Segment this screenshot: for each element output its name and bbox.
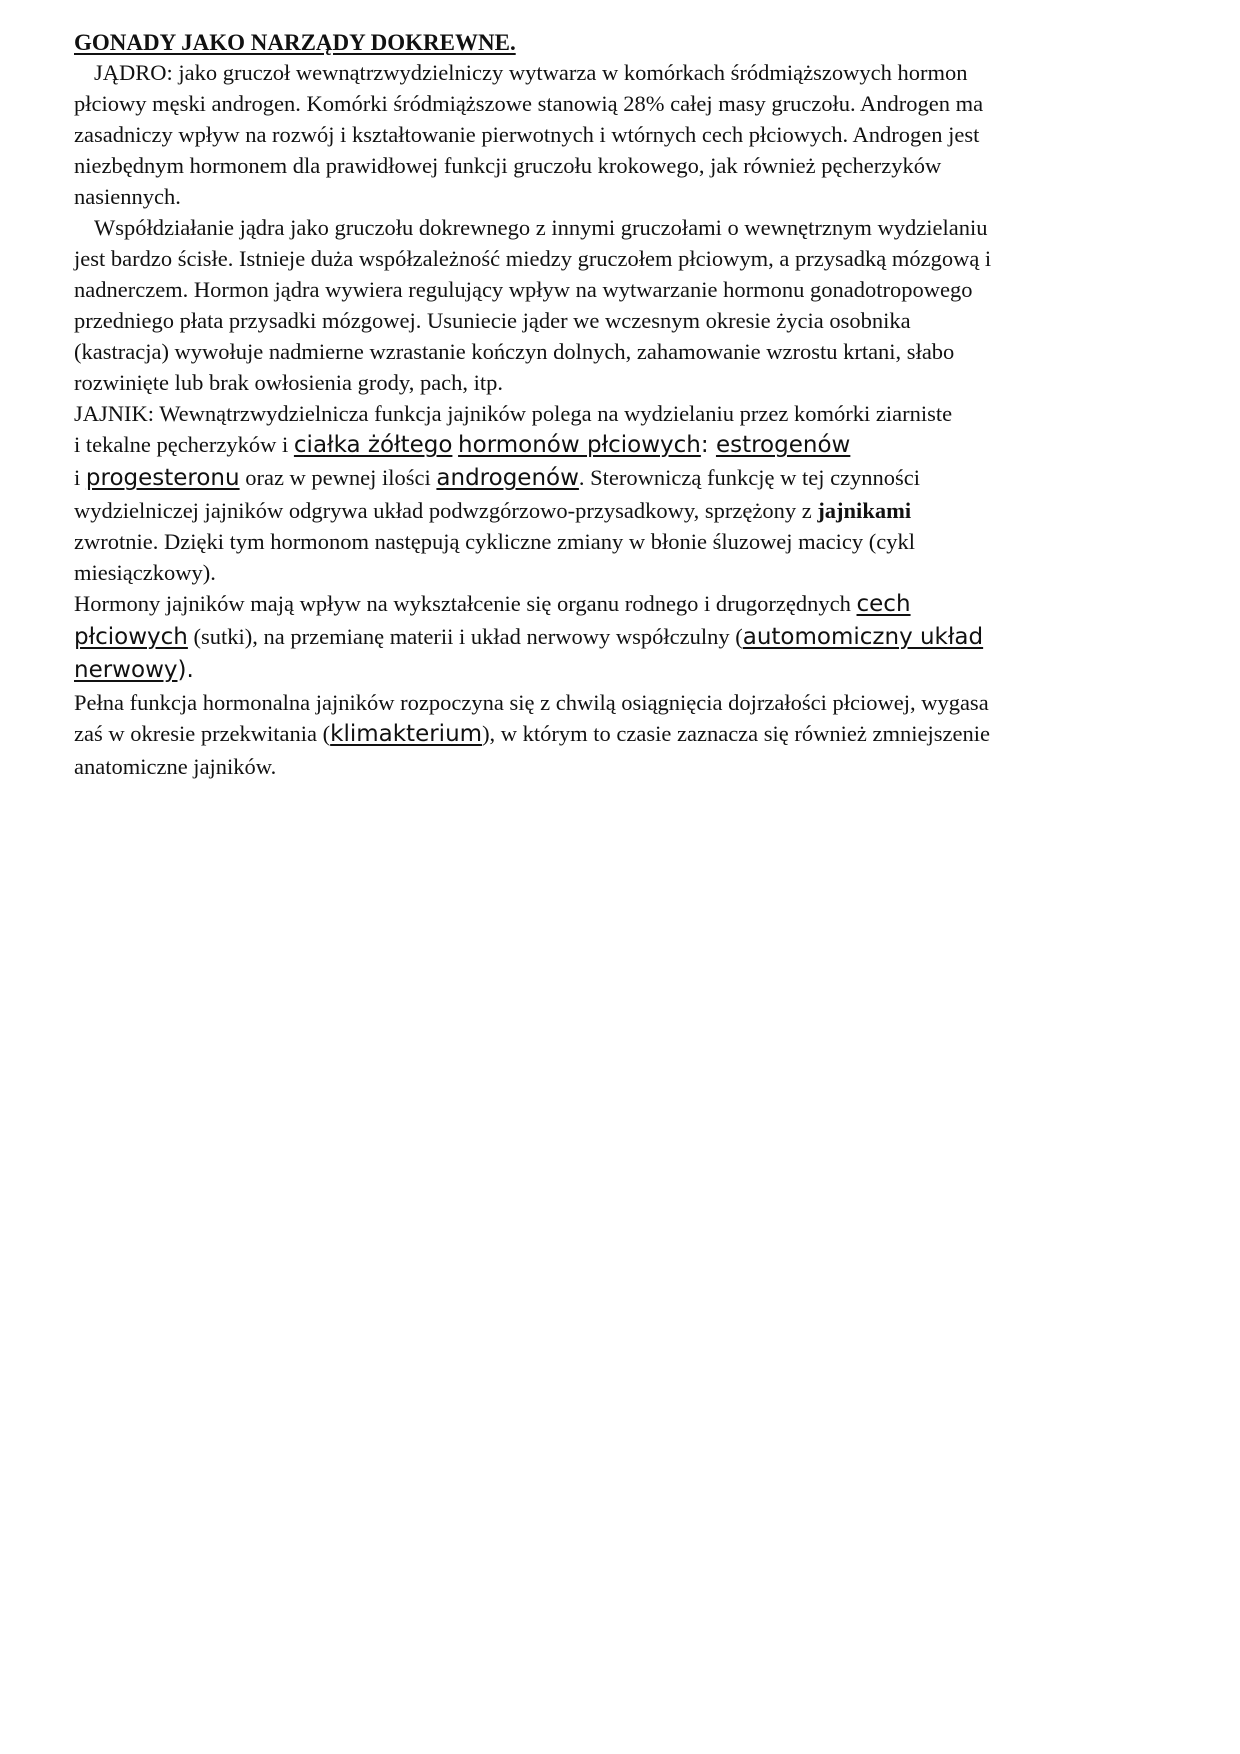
link-klimakterium[interactable]: klimakterium	[330, 721, 483, 747]
link-progesteronu[interactable]: progesteronu	[85, 465, 240, 491]
text-line: nadnerczem. Hormon jądra wywiera regulujący wpływ na wytwarzanie hormonu gonadotropowego	[74, 277, 973, 302]
text-line: Pełna funkcja hormonalna jajników rozpoczyna się z chwilą osiągnięcia dojrzałości płciowej, wygasa	[74, 690, 989, 715]
text-span: . Androgen jest	[842, 122, 980, 147]
text-line	[74, 124, 979, 147]
text-span: :	[700, 432, 716, 458]
link-automomiczny-uklad[interactable]: automomiczny układ	[742, 624, 984, 650]
link-hormonow-plciowych[interactable]: hormonów płciowych	[458, 432, 701, 458]
text-line	[74, 626, 983, 649]
text-line	[74, 500, 911, 523]
text-span: jajnikami	[817, 498, 912, 523]
link-cech[interactable]: cech	[856, 591, 911, 617]
text-line: jest bardzo ścisłe. Istnieje duża współzależność miedzy gruczołem płciowym, a przysadką mózgową i	[74, 246, 992, 271]
text-line: nasiennych.	[74, 184, 181, 209]
link-nerwowy[interactable]: nerwowy	[74, 657, 178, 683]
text-line: niezbędnym hormonem dla prawidłowej funkcji gruczołu krokowego, jak również pęcherzyków	[74, 153, 942, 178]
text-span: i	[74, 465, 86, 490]
text-line	[74, 659, 194, 682]
text-span: i tekalne pęcherzyków i	[74, 432, 294, 457]
text-line	[74, 434, 850, 457]
text-span: oraz w pewnej ilości	[239, 465, 437, 490]
link-estrogenow[interactable]: estrogenów	[715, 432, 851, 458]
link-androgenow[interactable]: androgenów	[436, 465, 579, 491]
text-line: przedniego płata przysadki mózgowej. Usuniecie jąder we wczesnym okresie życia osobnika	[74, 308, 911, 333]
text-span: (sutki), na przemianę materii i układ nerwowy współczulny (	[187, 624, 743, 649]
link-plciowych[interactable]: płciowych	[74, 624, 188, 650]
text-line: miesiączkowy).	[74, 560, 216, 585]
text-span: ), w którym to czasie zaznacza się również zmniejszenie	[482, 721, 990, 746]
text-line	[74, 467, 920, 490]
text-line: (kastracja) wywołuje nadmierne wzrastanie kończyn dolnych, zahamowanie wzrostu krtani, słabo	[74, 339, 955, 364]
text-line: płciowy męski androgen. Komórki śródmiąższowe stanowią 28% całej masy gruczołu. Androgen ma	[74, 91, 984, 116]
text-span: wydzielniczej jajników odgrywa układ podwzgórzowo-przysadkowy, sprzężony z	[74, 498, 818, 523]
text-span: Hormony jajników mają wpływ na wykształcenie się organu rodnego i drugorzędnych	[74, 591, 857, 616]
text-line: rozwinięte lub brak owłosienia grody, pach, itp.	[74, 370, 504, 395]
text-line: anatomiczne jajników.	[74, 754, 277, 779]
text-span: ).	[177, 657, 194, 683]
text-line: JAJNIK: Wewnątrzwydzielnicza funkcja jajników polega na wydzielaniu przez komórki ziarniste	[74, 401, 953, 426]
text-line: Współdziałanie jądra jako gruczołu dokrewnego z innymi gruczołami o wewnętrznym wydzielaniu	[94, 215, 988, 240]
text-span: zaś w okresie przekwitania (	[74, 721, 331, 746]
document-title: GONADY JAKO NARZĄDY DOKREWNE.	[74, 30, 516, 55]
text-span: zasadniczy wpływ na rozwój i kształtowanie pierwotnych i wtórnych cech płciowych	[74, 122, 843, 147]
text-line: zwrotnie. Dzięki tym hormonom następują cykliczne zmiany w błonie śluzowej macicy (cykl	[74, 529, 915, 554]
text-line	[74, 593, 911, 616]
text-span: . Sterowniczą funkcję w tej czynności	[578, 465, 921, 490]
text-line: JĄDRO: jako gruczoł wewnątrzwydzielniczy wytwarza w komórkach śródmiąższowych hormon	[94, 60, 968, 85]
text-line	[74, 723, 990, 746]
link-cialka-zoltego[interactable]: ciałka żółtego	[293, 432, 453, 458]
